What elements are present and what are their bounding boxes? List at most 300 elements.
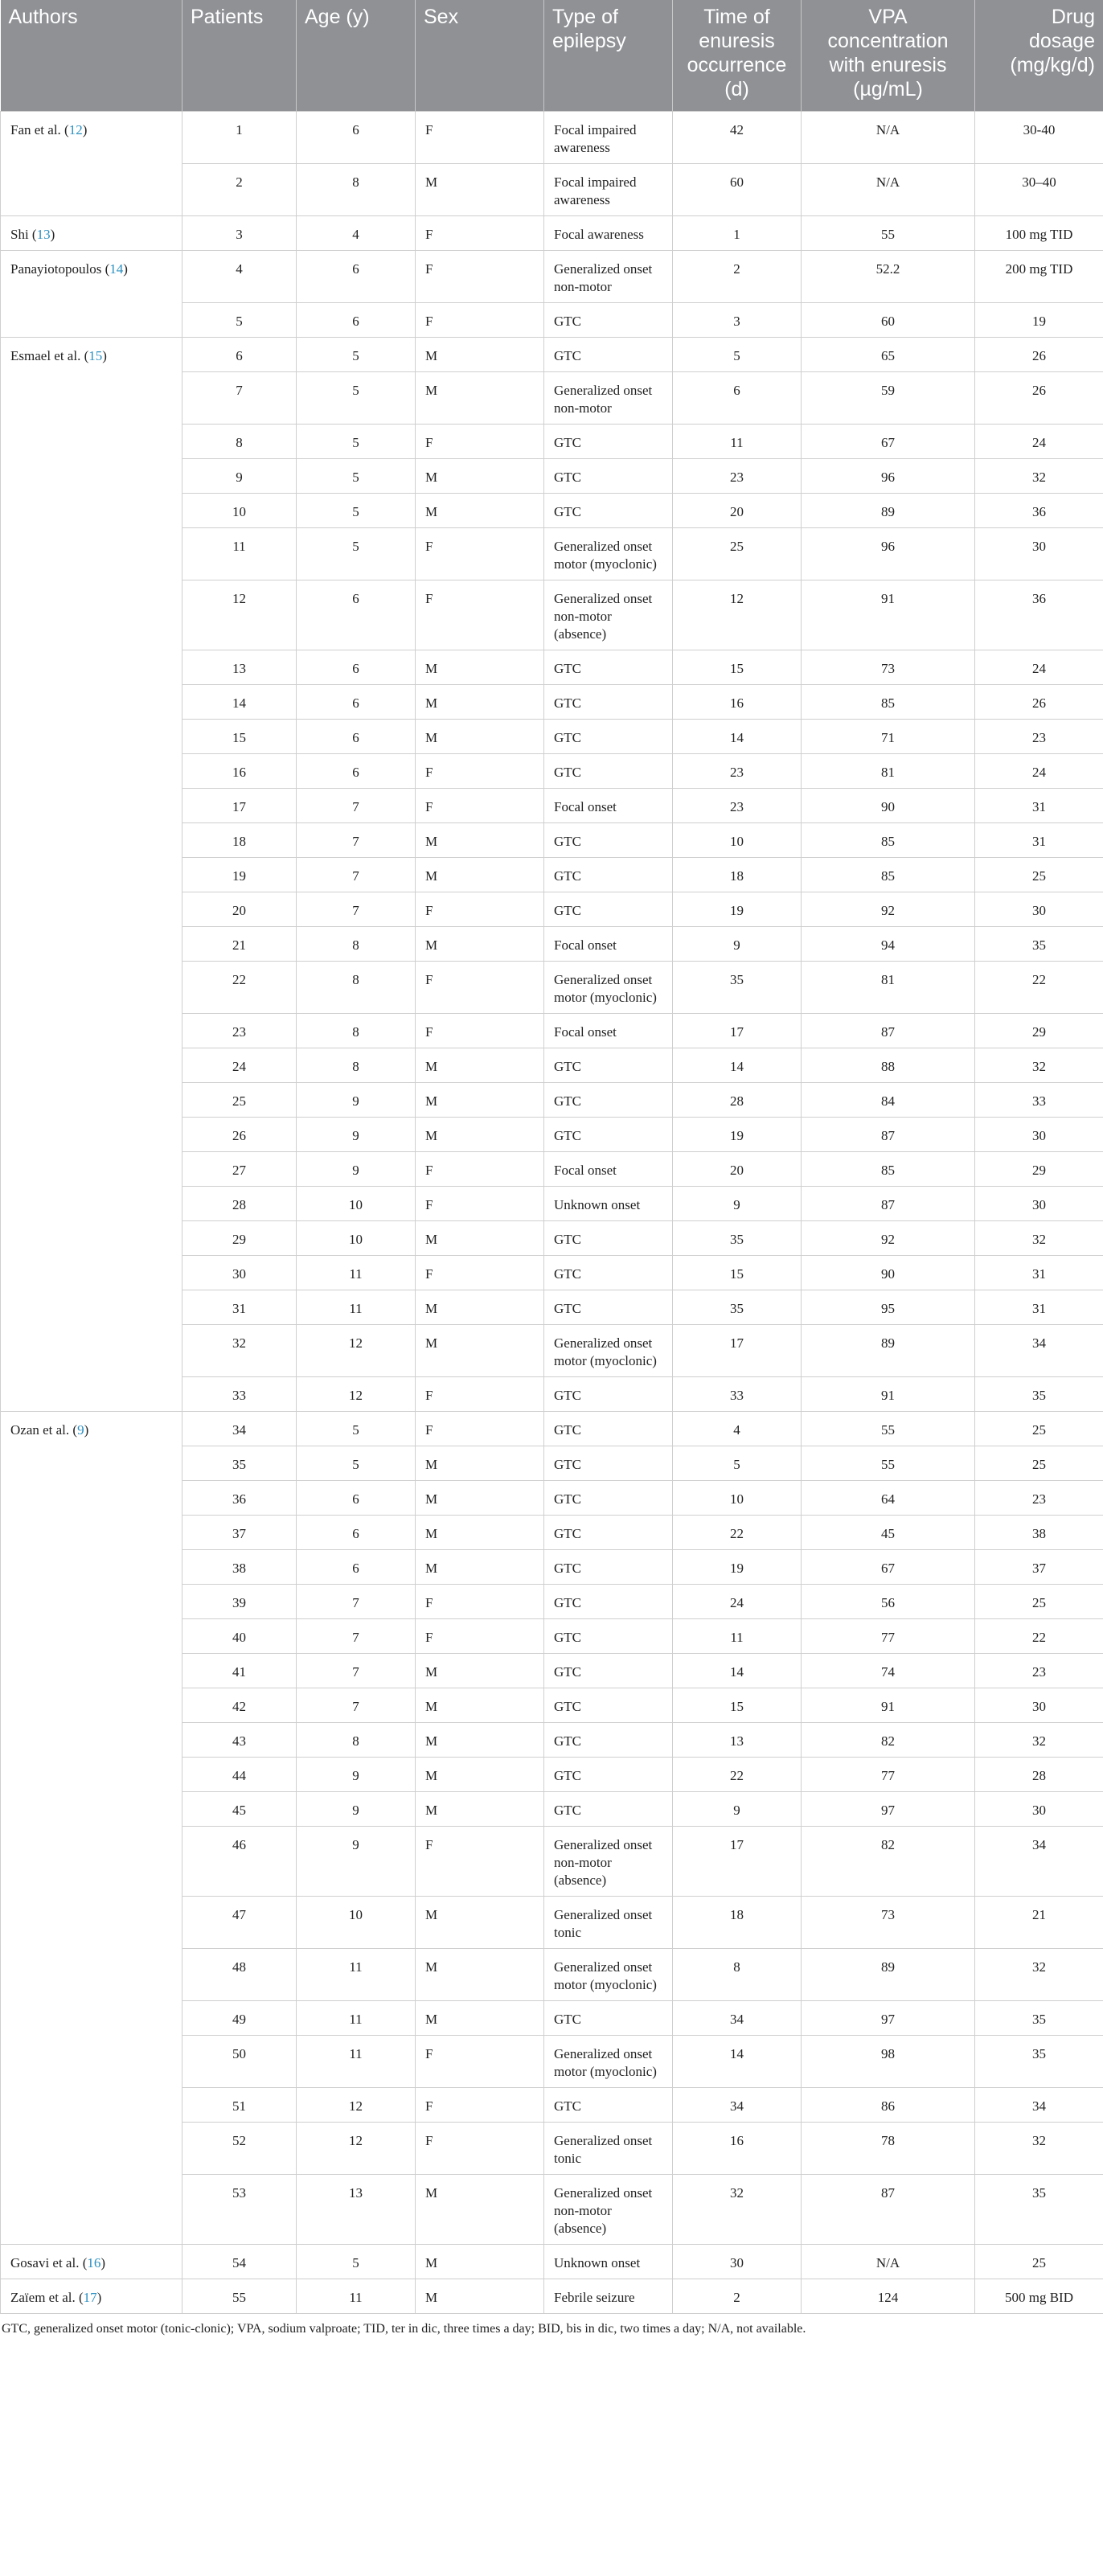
type-cell: GTC <box>544 1654 673 1688</box>
time-cell: 10 <box>673 1481 802 1516</box>
dosage-cell: 32 <box>975 2123 1103 2175</box>
time-cell: 60 <box>673 164 802 216</box>
dosage-cell: 25 <box>975 1412 1103 1446</box>
patient-cell: 44 <box>182 1758 297 1792</box>
age-cell: 13 <box>297 2175 416 2245</box>
age-cell: 6 <box>297 1550 416 1585</box>
age-cell: 10 <box>297 1221 416 1256</box>
vpa-cell: 71 <box>802 720 975 754</box>
dosage-cell: 25 <box>975 1585 1103 1619</box>
type-cell: GTC <box>544 1758 673 1792</box>
vpa-cell: 77 <box>802 1619 975 1654</box>
type-cell: Unknown onset <box>544 2245 673 2279</box>
sex-cell: M <box>416 1048 544 1083</box>
sex-cell: F <box>416 962 544 1014</box>
sex-cell: M <box>416 685 544 720</box>
sex-cell: F <box>416 789 544 823</box>
dosage-cell: 32 <box>975 1723 1103 1758</box>
time-cell: 14 <box>673 2036 802 2088</box>
vpa-cell: 85 <box>802 685 975 720</box>
type-cell: GTC <box>544 1118 673 1152</box>
vpa-cell: 45 <box>802 1516 975 1550</box>
patient-cell: 8 <box>182 425 297 459</box>
type-cell: GTC <box>544 754 673 789</box>
sex-cell: M <box>416 1290 544 1325</box>
age-cell: 7 <box>297 1619 416 1654</box>
vpa-cell: 89 <box>802 494 975 528</box>
sex-cell: F <box>416 1014 544 1048</box>
time-cell: 15 <box>673 1256 802 1290</box>
dosage-cell: 200 mg TID <box>975 251 1103 303</box>
vpa-cell: 92 <box>802 1221 975 1256</box>
age-cell: 6 <box>297 580 416 650</box>
sex-cell: M <box>416 1481 544 1516</box>
type-cell: Unknown onset <box>544 1187 673 1221</box>
dosage-cell: 31 <box>975 1290 1103 1325</box>
dosage-cell: 31 <box>975 823 1103 858</box>
dosage-cell: 24 <box>975 650 1103 685</box>
vpa-cell: 74 <box>802 1654 975 1688</box>
vpa-cell: N/A <box>802 2245 975 2279</box>
patient-cell: 7 <box>182 372 297 425</box>
type-cell: GTC <box>544 1083 673 1118</box>
table-footnote: GTC, generalized onset motor (tonic-clonic); VPA, sodium valproate; TID, ter in dic, three times a day; BID, bis in dic, two times a day; N/A, not available. <box>2 2322 806 2336</box>
patient-cell: 35 <box>182 1446 297 1481</box>
time-cell: 5 <box>673 338 802 372</box>
patient-cell: 55 <box>182 2279 297 2314</box>
sex-cell: F <box>416 2088 544 2123</box>
header-authors: Authors <box>1 0 182 112</box>
author-name: Gosavi et al. ( <box>10 2255 88 2270</box>
dosage-cell: 30-40 <box>975 112 1103 164</box>
age-cell: 6 <box>297 650 416 685</box>
type-cell: Focal onset <box>544 1152 673 1187</box>
sex-cell: M <box>416 1550 544 1585</box>
author-name: Panayiotopoulos ( <box>10 261 110 277</box>
time-cell: 23 <box>673 459 802 494</box>
type-cell: GTC <box>544 892 673 927</box>
patient-cell: 25 <box>182 1083 297 1118</box>
vpa-cell: 88 <box>802 1048 975 1083</box>
vpa-cell: 87 <box>802 1118 975 1152</box>
vpa-cell: 87 <box>802 1187 975 1221</box>
age-cell: 6 <box>297 303 416 338</box>
patient-cell: 40 <box>182 1619 297 1654</box>
type-cell: GTC <box>544 1377 673 1412</box>
vpa-cell: 55 <box>802 1412 975 1446</box>
age-cell: 8 <box>297 1723 416 1758</box>
dosage-cell: 33 <box>975 1083 1103 1118</box>
dosage-cell: 34 <box>975 2088 1103 2123</box>
dosage-cell: 19 <box>975 303 1103 338</box>
sex-cell: M <box>416 1083 544 1118</box>
time-cell: 35 <box>673 1290 802 1325</box>
vpa-cell: 59 <box>802 372 975 425</box>
type-cell: Generalized onset motor (myoclonic) <box>544 528 673 580</box>
vpa-cell: 87 <box>802 1014 975 1048</box>
age-cell: 7 <box>297 858 416 892</box>
age-cell: 11 <box>297 1949 416 2001</box>
vpa-cell: 78 <box>802 2123 975 2175</box>
table-row <box>1 2279 1103 2314</box>
dosage-cell: 34 <box>975 1325 1103 1377</box>
patient-cell: 30 <box>182 1256 297 1290</box>
dosage-cell: 35 <box>975 2036 1103 2088</box>
time-cell: 10 <box>673 823 802 858</box>
sex-cell: F <box>416 580 544 650</box>
author-cell <box>1 338 182 1412</box>
reference-link[interactable]: 12 <box>68 122 83 137</box>
time-cell: 24 <box>673 1585 802 1619</box>
sex-cell: M <box>416 858 544 892</box>
age-cell: 11 <box>297 2001 416 2036</box>
time-cell: 12 <box>673 580 802 650</box>
sex-cell: M <box>416 1325 544 1377</box>
time-cell: 9 <box>673 1792 802 1827</box>
patient-cell: 14 <box>182 685 297 720</box>
type-cell: GTC <box>544 1290 673 1325</box>
sex-cell: M <box>416 1221 544 1256</box>
sex-cell: M <box>416 927 544 962</box>
header-sex: Sex <box>416 0 544 112</box>
dosage-cell: 26 <box>975 372 1103 425</box>
type-cell: GTC <box>544 650 673 685</box>
table-row <box>1 1412 1103 1446</box>
time-cell: 1 <box>673 216 802 251</box>
patient-cell: 13 <box>182 650 297 685</box>
sex-cell: F <box>416 425 544 459</box>
time-cell: 18 <box>673 1897 802 1949</box>
time-cell: 14 <box>673 1654 802 1688</box>
age-cell: 8 <box>297 1048 416 1083</box>
type-cell: Focal awareness <box>544 216 673 251</box>
sex-cell: M <box>416 650 544 685</box>
sex-cell: M <box>416 1792 544 1827</box>
type-cell: Generalized onset tonic <box>544 2123 673 2175</box>
type-cell: Generalized onset motor (myoclonic) <box>544 2036 673 2088</box>
dosage-cell: 22 <box>975 962 1103 1014</box>
author-close-paren: ) <box>96 2290 102 2305</box>
type-cell: Generalized onset motor (myoclonic) <box>544 1949 673 2001</box>
age-cell: 6 <box>297 1481 416 1516</box>
time-cell: 11 <box>673 425 802 459</box>
header-patients: Patients <box>182 0 297 112</box>
patient-cell: 6 <box>182 338 297 372</box>
time-cell: 11 <box>673 1619 802 1654</box>
vpa-cell: 81 <box>802 754 975 789</box>
dosage-cell: 30 <box>975 1187 1103 1221</box>
time-cell: 19 <box>673 892 802 927</box>
patient-cell: 41 <box>182 1654 297 1688</box>
sex-cell: F <box>416 112 544 164</box>
age-cell: 9 <box>297 1083 416 1118</box>
dosage-cell: 23 <box>975 1481 1103 1516</box>
author-cell <box>1 2245 182 2279</box>
sex-cell: M <box>416 338 544 372</box>
time-cell: 16 <box>673 2123 802 2175</box>
patient-cell: 20 <box>182 892 297 927</box>
reference-link[interactable]: 13 <box>36 227 51 242</box>
vpa-cell: 96 <box>802 459 975 494</box>
age-cell: 11 <box>297 2036 416 2088</box>
dosage-cell: 30–40 <box>975 164 1103 216</box>
reference-link[interactable]: 17 <box>83 2290 97 2305</box>
time-cell: 4 <box>673 1412 802 1446</box>
vpa-cell: 90 <box>802 789 975 823</box>
dosage-cell: 28 <box>975 1758 1103 1792</box>
dosage-cell: 25 <box>975 1446 1103 1481</box>
dosage-cell: 35 <box>975 927 1103 962</box>
author-close-paren: ) <box>100 2255 106 2270</box>
patient-cell: 21 <box>182 927 297 962</box>
author-name: Zaïem et al. ( <box>10 2290 84 2305</box>
sex-cell: M <box>416 372 544 425</box>
dosage-cell: 26 <box>975 685 1103 720</box>
age-cell: 7 <box>297 823 416 858</box>
patient-cell: 31 <box>182 1290 297 1325</box>
time-cell: 28 <box>673 1083 802 1118</box>
patient-cell: 51 <box>182 2088 297 2123</box>
patient-cell: 32 <box>182 1325 297 1377</box>
patient-cell: 47 <box>182 1897 297 1949</box>
time-cell: 2 <box>673 2279 802 2314</box>
author-close-paren: ) <box>84 1422 89 1438</box>
dosage-cell: 32 <box>975 1048 1103 1083</box>
type-cell: Febrile seizure <box>544 2279 673 2314</box>
author-close-paren: ) <box>102 348 107 363</box>
patient-cell: 1 <box>182 112 297 164</box>
vpa-cell: 97 <box>802 2001 975 2036</box>
vpa-cell: 97 <box>802 1792 975 1827</box>
type-cell: Generalized onset motor (myoclonic) <box>544 962 673 1014</box>
patient-cell: 53 <box>182 2175 297 2245</box>
vpa-cell: 73 <box>802 650 975 685</box>
reference-link[interactable]: 14 <box>109 261 124 277</box>
dosage-cell: 32 <box>975 1221 1103 1256</box>
type-cell: GTC <box>544 1446 673 1481</box>
age-cell: 8 <box>297 1014 416 1048</box>
vpa-cell: 92 <box>802 892 975 927</box>
age-cell: 9 <box>297 1792 416 1827</box>
vpa-cell: 82 <box>802 1723 975 1758</box>
type-cell: GTC <box>544 1256 673 1290</box>
sex-cell: M <box>416 1446 544 1481</box>
patient-cell: 23 <box>182 1014 297 1048</box>
author-name: Esmael et al. ( <box>10 348 89 363</box>
vpa-cell: 84 <box>802 1083 975 1118</box>
age-cell: 5 <box>297 372 416 425</box>
author-close-paren: ) <box>82 122 88 137</box>
author-cell <box>1 216 182 251</box>
reference-link[interactable]: 15 <box>88 348 103 363</box>
dosage-cell: 29 <box>975 1014 1103 1048</box>
vpa-cell: 87 <box>802 2175 975 2245</box>
sex-cell: M <box>416 2279 544 2314</box>
time-cell: 14 <box>673 1048 802 1083</box>
table-row <box>1 2245 1103 2279</box>
dosage-cell: 26 <box>975 338 1103 372</box>
patient-cell: 11 <box>182 528 297 580</box>
dosage-cell: 35 <box>975 2175 1103 2245</box>
age-cell: 7 <box>297 1654 416 1688</box>
age-cell: 5 <box>297 338 416 372</box>
patient-cell: 29 <box>182 1221 297 1256</box>
time-cell: 23 <box>673 789 802 823</box>
dosage-cell: 25 <box>975 2245 1103 2279</box>
vpa-cell: 86 <box>802 2088 975 2123</box>
dosage-cell: 24 <box>975 754 1103 789</box>
dosage-cell: 37 <box>975 1550 1103 1585</box>
patient-cell: 16 <box>182 754 297 789</box>
time-cell: 17 <box>673 1325 802 1377</box>
type-cell: GTC <box>544 1619 673 1654</box>
time-cell: 3 <box>673 303 802 338</box>
time-cell: 33 <box>673 1377 802 1412</box>
patient-cell: 4 <box>182 251 297 303</box>
dosage-cell: 25 <box>975 858 1103 892</box>
sex-cell: F <box>416 1412 544 1446</box>
age-cell: 7 <box>297 1585 416 1619</box>
table-row <box>1 112 1103 164</box>
header-vpa: VPA concentration with enuresis (µg/mL) <box>802 0 975 112</box>
dosage-cell: 34 <box>975 1827 1103 1897</box>
sex-cell: F <box>416 2036 544 2088</box>
age-cell: 8 <box>297 927 416 962</box>
author-cell <box>1 1412 182 2245</box>
dosage-cell: 100 mg TID <box>975 216 1103 251</box>
patient-cell: 5 <box>182 303 297 338</box>
time-cell: 15 <box>673 650 802 685</box>
table-row <box>1 338 1103 372</box>
age-cell: 6 <box>297 685 416 720</box>
age-cell: 11 <box>297 1290 416 1325</box>
type-cell: GTC <box>544 685 673 720</box>
dosage-cell: 29 <box>975 1152 1103 1187</box>
reference-link[interactable]: 16 <box>87 2255 101 2270</box>
time-cell: 17 <box>673 1827 802 1897</box>
author-cell <box>1 112 182 216</box>
vpa-cell: 95 <box>802 1290 975 1325</box>
vpa-cell: 65 <box>802 338 975 372</box>
header-row <box>1 0 1103 112</box>
patient-cell: 34 <box>182 1412 297 1446</box>
age-cell: 7 <box>297 1688 416 1723</box>
sex-cell: M <box>416 2001 544 2036</box>
type-cell: Generalized onset non-motor (absence) <box>544 1827 673 1897</box>
vpa-cell: N/A <box>802 112 975 164</box>
age-cell: 5 <box>297 528 416 580</box>
sex-cell: M <box>416 1516 544 1550</box>
time-cell: 30 <box>673 2245 802 2279</box>
dosage-cell: 500 mg BID <box>975 2279 1103 2314</box>
sex-cell: M <box>416 1897 544 1949</box>
author-close-paren: ) <box>123 261 128 277</box>
vpa-cell: 124 <box>802 2279 975 2314</box>
dosage-cell: 36 <box>975 494 1103 528</box>
type-cell: GTC <box>544 1516 673 1550</box>
patient-cell: 3 <box>182 216 297 251</box>
header-dosage: Drug dosage (mg/kg/d) <box>975 0 1103 112</box>
dosage-cell: 32 <box>975 459 1103 494</box>
age-cell: 11 <box>297 2279 416 2314</box>
sex-cell: F <box>416 303 544 338</box>
age-cell: 8 <box>297 164 416 216</box>
author-name: Fan et al. ( <box>10 122 69 137</box>
type-cell: GTC <box>544 1688 673 1723</box>
patient-cell: 15 <box>182 720 297 754</box>
sex-cell: M <box>416 823 544 858</box>
sex-cell: F <box>416 528 544 580</box>
dosage-cell: 22 <box>975 1619 1103 1654</box>
type-cell: GTC <box>544 303 673 338</box>
patient-cell: 38 <box>182 1550 297 1585</box>
type-cell: GTC <box>544 1481 673 1516</box>
age-cell: 5 <box>297 2245 416 2279</box>
author-cell <box>1 2279 182 2314</box>
patient-cell: 52 <box>182 2123 297 2175</box>
vpa-cell: 55 <box>802 216 975 251</box>
type-cell: GTC <box>544 1048 673 1083</box>
patient-cell: 48 <box>182 1949 297 2001</box>
time-cell: 35 <box>673 962 802 1014</box>
patient-cell: 2 <box>182 164 297 216</box>
sex-cell: M <box>416 2245 544 2279</box>
dosage-cell: 31 <box>975 1256 1103 1290</box>
age-cell: 7 <box>297 789 416 823</box>
vpa-cell: 60 <box>802 303 975 338</box>
type-cell: GTC <box>544 1412 673 1446</box>
sex-cell: M <box>416 1949 544 2001</box>
sex-cell: F <box>416 216 544 251</box>
vpa-cell: 64 <box>802 1481 975 1516</box>
age-cell: 12 <box>297 1325 416 1377</box>
vpa-cell: 94 <box>802 927 975 962</box>
patient-cell: 37 <box>182 1516 297 1550</box>
author-name: Ozan et al. ( <box>10 1422 78 1438</box>
age-cell: 6 <box>297 112 416 164</box>
time-cell: 18 <box>673 858 802 892</box>
time-cell: 15 <box>673 1688 802 1723</box>
patient-cell: 50 <box>182 2036 297 2088</box>
dosage-cell: 32 <box>975 1949 1103 2001</box>
time-cell: 22 <box>673 1516 802 1550</box>
type-cell: Generalized onset non-motor <box>544 372 673 425</box>
sex-cell: M <box>416 1688 544 1723</box>
type-cell: GTC <box>544 2088 673 2123</box>
age-cell: 9 <box>297 1118 416 1152</box>
time-cell: 25 <box>673 528 802 580</box>
patient-cell: 43 <box>182 1723 297 1758</box>
sex-cell: F <box>416 1619 544 1654</box>
time-cell: 5 <box>673 1446 802 1481</box>
vpa-cell: 55 <box>802 1446 975 1481</box>
sex-cell: F <box>416 1827 544 1897</box>
age-cell: 12 <box>297 2088 416 2123</box>
time-cell: 14 <box>673 720 802 754</box>
time-cell: 17 <box>673 1014 802 1048</box>
dosage-cell: 24 <box>975 425 1103 459</box>
sex-cell: M <box>416 1758 544 1792</box>
author-close-paren: ) <box>50 227 55 242</box>
type-cell: GTC <box>544 425 673 459</box>
time-cell: 19 <box>673 1118 802 1152</box>
age-cell: 5 <box>297 425 416 459</box>
reference-link[interactable]: 9 <box>77 1422 84 1438</box>
sex-cell: F <box>416 1187 544 1221</box>
age-cell: 7 <box>297 892 416 927</box>
sex-cell: F <box>416 1585 544 1619</box>
age-cell: 5 <box>297 459 416 494</box>
